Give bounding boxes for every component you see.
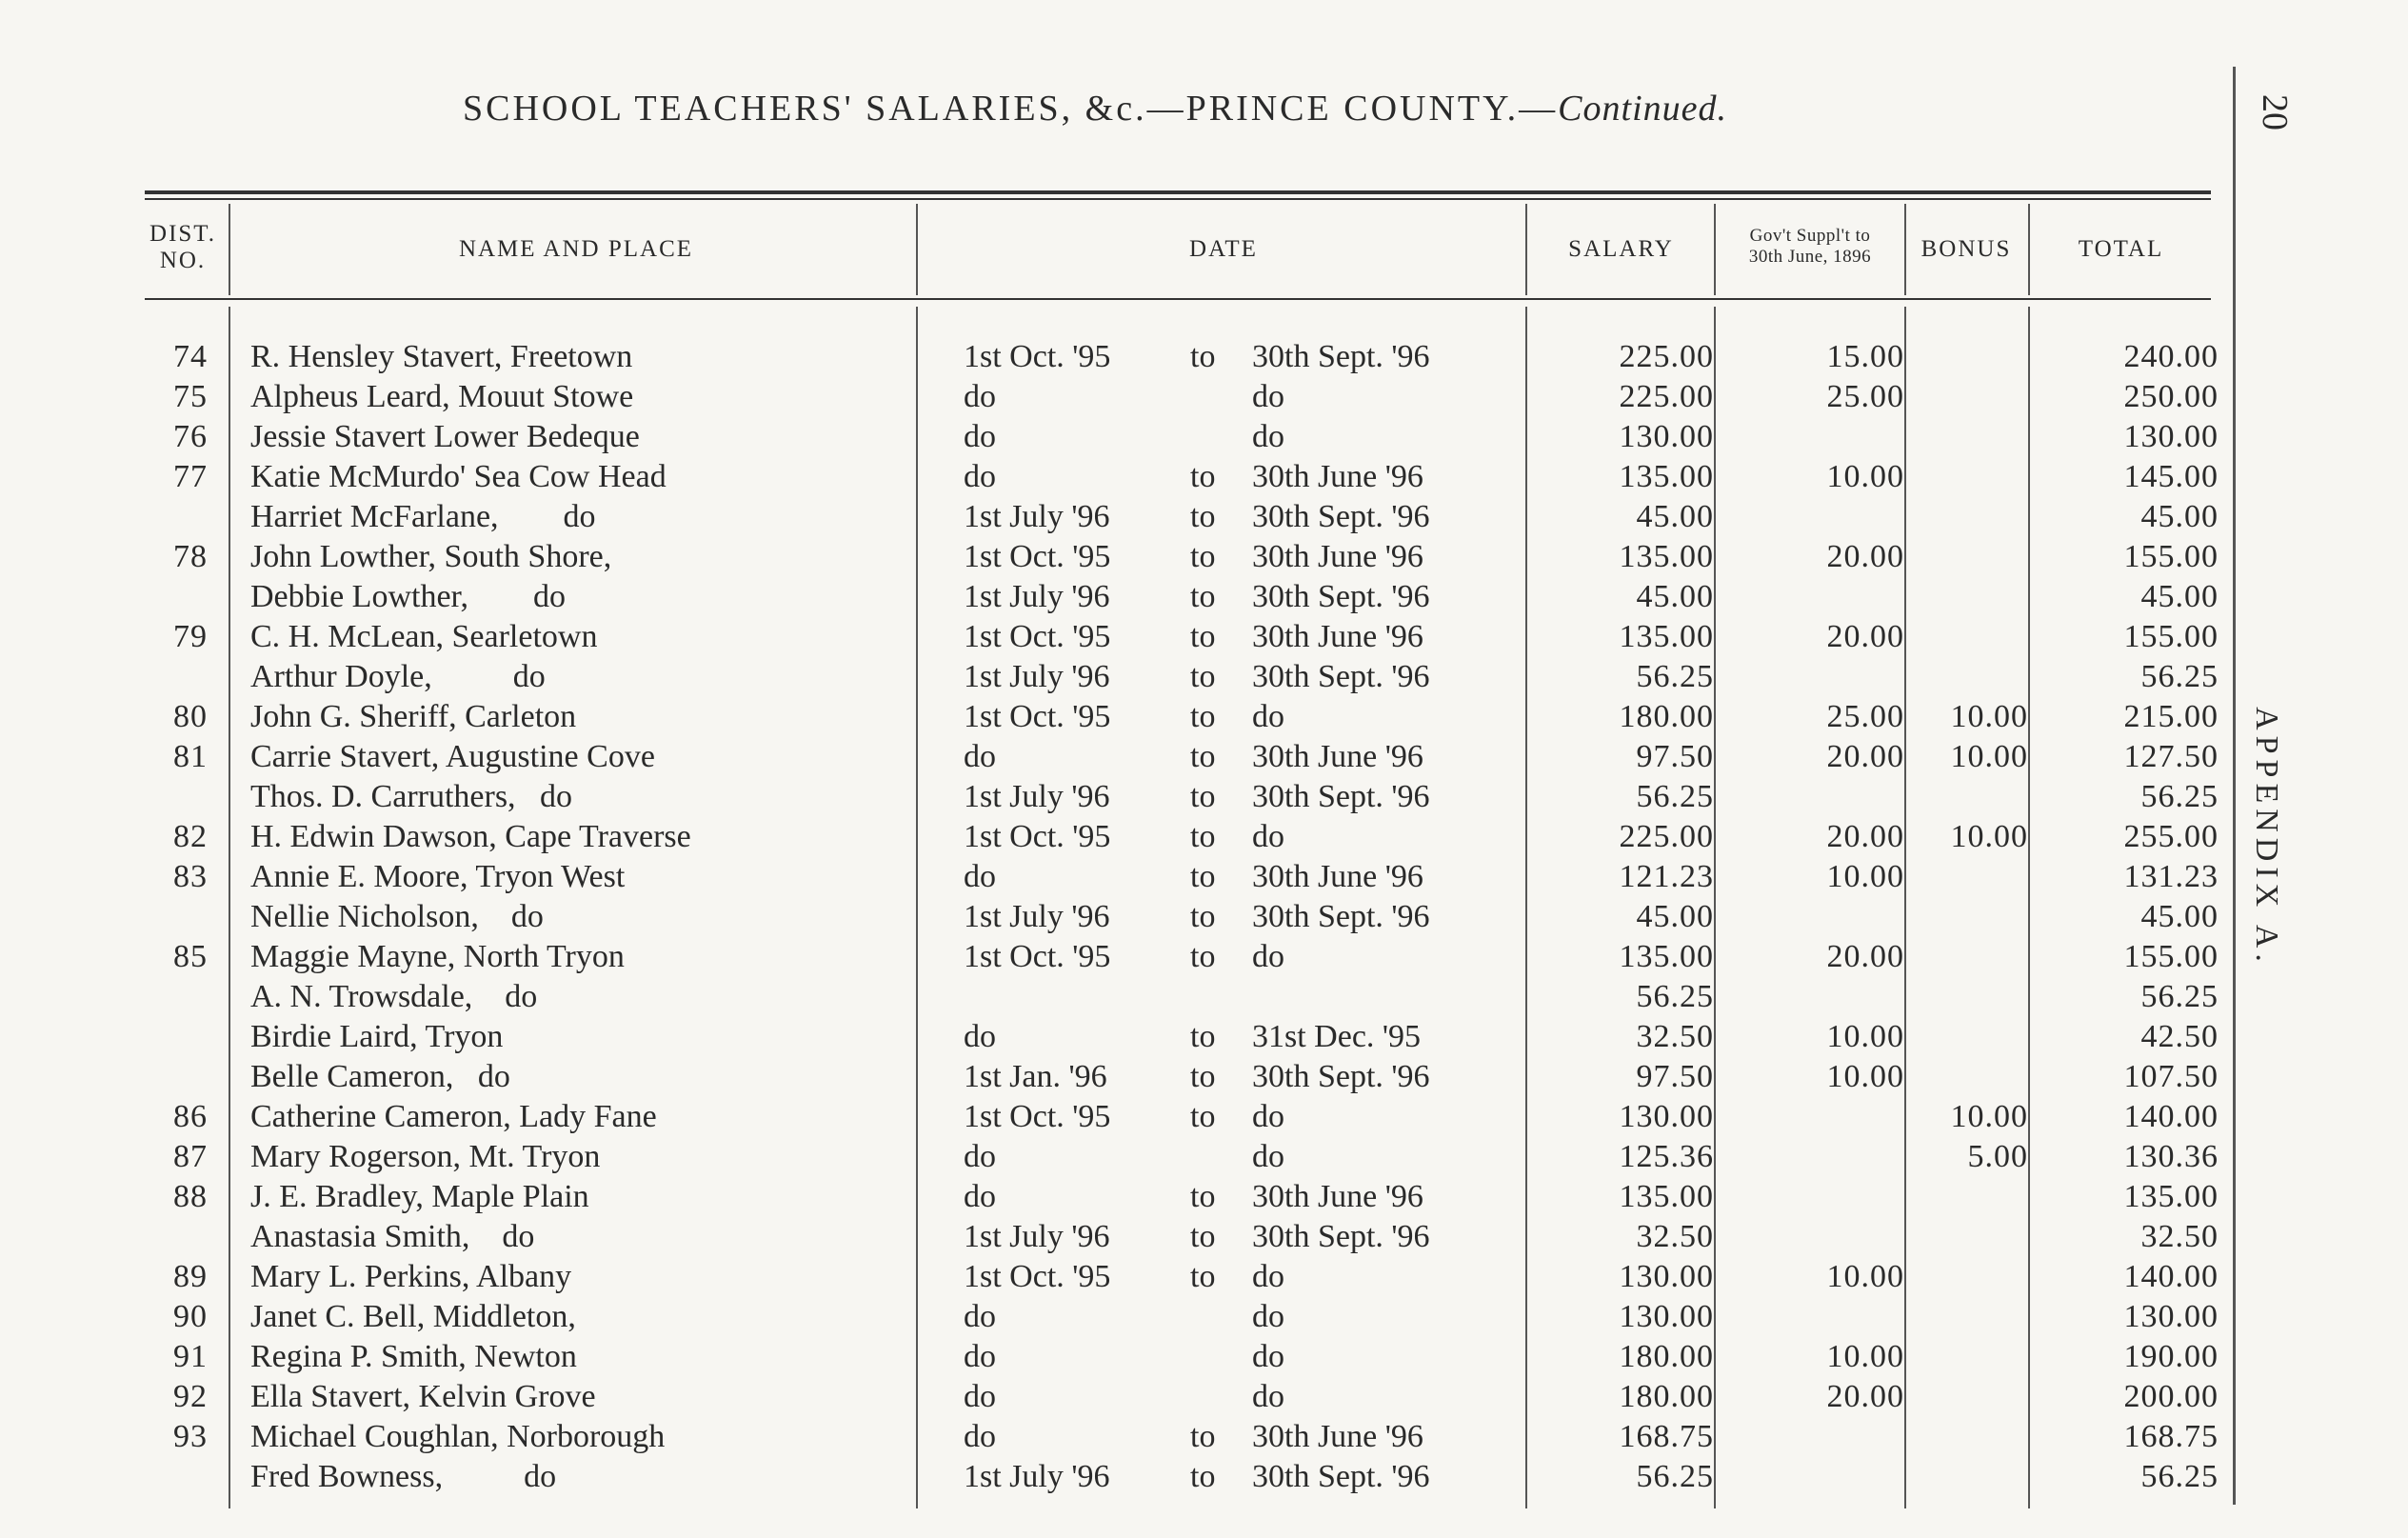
date-until-cell: do <box>1252 1299 1284 1334</box>
salary-cell: 225.00 <box>1619 339 1714 374</box>
total-cell: 130.00 <box>2123 419 2219 454</box>
col-header-total: TOTAL <box>2078 236 2164 262</box>
total-cell: 255.00 <box>2123 819 2219 854</box>
salary-cell: 135.00 <box>1619 539 1714 574</box>
date-until-cell: 30th Sept. '96 <box>1252 899 1430 934</box>
date-from-cell: do <box>964 1299 996 1334</box>
name-place-cell: J. E. Bradley, Maple Plain <box>250 1179 589 1214</box>
date-to-word: to <box>1190 1459 1216 1494</box>
dist-no-cell: 88 <box>173 1179 208 1214</box>
date-until-cell: do <box>1252 939 1284 974</box>
govt-suppl-cell: 10.00 <box>1826 459 1904 494</box>
govt-suppl-cell: 10.00 <box>1826 1019 1904 1054</box>
table-row <box>0 417 2218 457</box>
salary-cell: 130.00 <box>1619 1299 1714 1334</box>
dist-no-cell: 91 <box>173 1339 208 1374</box>
date-to-word: to <box>1190 1059 1216 1094</box>
total-cell: 155.00 <box>2123 939 2219 974</box>
name-place-cell: C. H. McLean, Searletown <box>250 619 598 654</box>
govt-suppl-cell: 20.00 <box>1826 819 1904 854</box>
total-cell: 130.36 <box>2123 1139 2219 1174</box>
govt-suppl-cell: 25.00 <box>1826 379 1904 414</box>
date-until-cell: 30th Sept. '96 <box>1252 339 1430 374</box>
header-divider <box>2028 204 2030 295</box>
date-to-word: to <box>1190 819 1216 854</box>
date-until-cell: do <box>1252 1139 1284 1174</box>
dist-no-cell: 74 <box>173 339 208 374</box>
date-until-cell: 30th June '96 <box>1252 539 1423 574</box>
header-divider <box>229 204 230 295</box>
col-header-name: NAME AND PLACE <box>458 236 694 262</box>
title-main: SCHOOL TEACHERS' SALARIES, &c.—PRINCE COUNTY.— <box>462 89 1559 129</box>
date-to-word: to <box>1190 499 1216 534</box>
dist-no-cell: 92 <box>173 1379 208 1414</box>
date-from-cell: do <box>964 1179 996 1214</box>
salary-cell: 56.25 <box>1636 979 1714 1014</box>
date-until-cell: 30th Sept. '96 <box>1252 579 1430 614</box>
name-place-cell: Maggie Mayne, North Tryon <box>250 939 625 974</box>
table-row <box>0 337 2218 377</box>
date-until-cell: 30th June '96 <box>1252 619 1423 654</box>
date-from-cell: do <box>964 1339 996 1374</box>
title-continued: Continued. <box>1558 89 1727 129</box>
date-from-cell: 1st Jan. '96 <box>964 1059 1107 1094</box>
total-cell: 56.25 <box>2140 1459 2219 1494</box>
name-place-cell: Jessie Stavert Lower Bedeque <box>250 419 640 454</box>
date-to-word: to <box>1190 1259 1216 1294</box>
salary-cell: 225.00 <box>1619 819 1714 854</box>
table-row <box>0 937 2218 977</box>
salary-cell: 180.00 <box>1619 1379 1714 1414</box>
date-from-cell: 1st Oct. '95 <box>964 1099 1111 1134</box>
table-row <box>0 497 2218 537</box>
salary-cell: 130.00 <box>1619 1259 1714 1294</box>
date-to-word: to <box>1190 1179 1216 1214</box>
date-until-cell: 30th June '96 <box>1252 1179 1423 1214</box>
header-divider <box>1904 204 1906 295</box>
table-row <box>0 1337 2218 1377</box>
date-until-cell: 30th Sept. '96 <box>1252 499 1430 534</box>
total-cell: 107.50 <box>2123 1059 2219 1094</box>
table-row <box>0 1177 2218 1217</box>
date-to-word: to <box>1190 939 1216 974</box>
date-from-cell: 1st Oct. '95 <box>964 619 1111 654</box>
table-row <box>0 1257 2218 1297</box>
header-bottom-rule <box>145 298 2211 300</box>
total-cell: 32.50 <box>2140 1219 2219 1254</box>
govt-suppl-cell: 20.00 <box>1826 1379 1904 1414</box>
total-cell: 200.00 <box>2123 1379 2219 1414</box>
table-row <box>0 1377 2218 1417</box>
salary-cell: 32.50 <box>1636 1019 1714 1054</box>
margin-rule <box>2233 67 2236 1505</box>
date-to-word: to <box>1190 779 1216 814</box>
salary-cell: 135.00 <box>1619 459 1714 494</box>
salary-cell: 168.75 <box>1619 1419 1714 1454</box>
total-cell: 45.00 <box>2140 499 2219 534</box>
name-place-cell: Mary Rogerson, Mt. Tryon <box>250 1139 601 1174</box>
total-cell: 56.25 <box>2140 659 2219 694</box>
salary-cell: 180.00 <box>1619 1339 1714 1374</box>
salary-cell: 135.00 <box>1619 619 1714 654</box>
dist-no-cell: 76 <box>173 419 208 454</box>
date-to-word: to <box>1190 859 1216 894</box>
dist-no-cell: 78 <box>173 539 208 574</box>
date-until-cell: do <box>1252 1379 1284 1414</box>
salary-cell: 125.36 <box>1619 1139 1714 1174</box>
date-until-cell: 31st Dec. '95 <box>1252 1019 1422 1054</box>
date-to-word: to <box>1190 579 1216 614</box>
total-cell: 140.00 <box>2123 1099 2219 1134</box>
table-row <box>0 1417 2218 1457</box>
appendix-label: APPENDIX A. <box>2249 707 2284 968</box>
date-until-cell: 30th June '96 <box>1252 739 1423 774</box>
bonus-cell: 5.00 <box>1967 1139 2028 1174</box>
header-divider <box>1525 204 1527 295</box>
salary-cell: 32.50 <box>1636 1219 1714 1254</box>
date-until-cell: 30th Sept. '96 <box>1252 779 1430 814</box>
table-row <box>0 1097 2218 1137</box>
date-to-word: to <box>1190 739 1216 774</box>
table-row <box>0 617 2218 657</box>
salary-cell: 56.25 <box>1636 1459 1714 1494</box>
total-cell: 140.00 <box>2123 1259 2219 1294</box>
table-row <box>0 777 2218 817</box>
name-place-cell: Ella Stavert, Kelvin Grove <box>250 1379 596 1414</box>
salary-cell: 56.25 <box>1636 779 1714 814</box>
name-place-cell: Birdie Laird, Tryon <box>250 1019 504 1054</box>
dist-no-cell: 82 <box>173 819 208 854</box>
name-place-cell: Belle Cameron, do <box>250 1059 510 1094</box>
col-header-govt-suppl <box>1716 226 1904 268</box>
header-divider <box>916 204 918 295</box>
name-place-cell: H. Edwin Dawson, Cape Traverse <box>250 819 691 854</box>
salary-cell: 130.00 <box>1619 1099 1714 1134</box>
govt-suppl-cell: 20.00 <box>1826 739 1904 774</box>
date-until-cell: 30th June '96 <box>1252 1419 1423 1454</box>
table-row <box>0 1457 2218 1497</box>
col-header-govt-line2: 30th June, 1896 <box>1748 247 1872 267</box>
table-row <box>0 457 2218 497</box>
govt-suppl-cell: 20.00 <box>1826 539 1904 574</box>
total-cell: 155.00 <box>2123 539 2219 574</box>
col-header-date: DATE <box>1189 236 1258 262</box>
salary-cell: 130.00 <box>1619 419 1714 454</box>
salary-cell: 45.00 <box>1636 499 1714 534</box>
dist-no-cell: 90 <box>173 1299 208 1334</box>
name-place-cell: Thos. D. Carruthers, do <box>250 779 573 814</box>
table-row <box>0 697 2218 737</box>
page-number: 20 <box>2255 94 2295 130</box>
page-title <box>143 88 2047 130</box>
date-until-cell: do <box>1252 1259 1284 1294</box>
date-until-cell: 30th Sept. '96 <box>1252 1059 1430 1094</box>
total-cell: 130.00 <box>2123 1299 2219 1334</box>
col-header-dist <box>145 221 221 274</box>
date-from-cell: 1st Oct. '95 <box>964 539 1111 574</box>
table-row <box>0 857 2218 897</box>
date-from-cell: 1st July '96 <box>964 579 1110 614</box>
date-until-cell: do <box>1252 1339 1284 1374</box>
dist-no-cell: 85 <box>173 939 208 974</box>
dist-no-cell: 86 <box>173 1099 208 1134</box>
date-from-cell: do <box>964 1139 996 1174</box>
name-place-cell: A. N. Trowsdale, do <box>250 979 538 1014</box>
salary-cell: 135.00 <box>1619 939 1714 974</box>
govt-suppl-cell: 10.00 <box>1826 859 1904 894</box>
total-cell: 145.00 <box>2123 459 2219 494</box>
name-place-cell: John Lowther, South Shore, <box>250 539 612 574</box>
total-cell: 131.23 <box>2123 859 2219 894</box>
date-until-cell: 30th June '96 <box>1252 859 1423 894</box>
govt-suppl-cell: 10.00 <box>1826 1339 1904 1374</box>
total-cell: 45.00 <box>2140 899 2219 934</box>
date-to-word: to <box>1190 1019 1216 1054</box>
name-place-cell: Alpheus Leard, Mouut Stowe <box>250 379 634 414</box>
table-row <box>0 377 2218 417</box>
col-header-dist-line2: NO. <box>159 248 207 273</box>
col-header-bonus: BONUS <box>1920 236 2012 262</box>
date-to-word: to <box>1190 539 1216 574</box>
table-row <box>0 817 2218 857</box>
total-cell: 155.00 <box>2123 619 2219 654</box>
total-cell: 240.00 <box>2123 339 2219 374</box>
total-cell: 127.50 <box>2123 739 2219 774</box>
date-to-word: to <box>1190 619 1216 654</box>
total-cell: 135.00 <box>2123 1179 2219 1214</box>
total-cell: 190.00 <box>2123 1339 2219 1374</box>
salary-cell: 97.50 <box>1636 739 1714 774</box>
total-cell: 56.25 <box>2140 779 2219 814</box>
govt-suppl-cell: 20.00 <box>1826 619 1904 654</box>
dist-no-cell: 83 <box>173 859 208 894</box>
col-header-salary: SALARY <box>1568 236 1674 262</box>
date-to-word: to <box>1190 339 1216 374</box>
name-place-cell: Harriet McFarlane, do <box>250 499 596 534</box>
table-row <box>0 1057 2218 1097</box>
bonus-cell: 10.00 <box>1950 1099 2028 1134</box>
dist-no-cell: 75 <box>173 379 208 414</box>
date-from-cell: do <box>964 459 996 494</box>
salary-cell: 135.00 <box>1619 1179 1714 1214</box>
date-to-word: to <box>1190 899 1216 934</box>
dist-no-cell: 80 <box>173 699 208 734</box>
govt-suppl-cell: 15.00 <box>1826 339 1904 374</box>
date-to-word: to <box>1190 459 1216 494</box>
date-from-cell: 1st July '96 <box>964 1219 1110 1254</box>
date-until-cell: do <box>1252 379 1284 414</box>
salary-cell: 45.00 <box>1636 899 1714 934</box>
total-cell: 250.00 <box>2123 379 2219 414</box>
name-place-cell: Debbie Lowther, do <box>250 579 567 614</box>
name-place-cell: Arthur Doyle, do <box>250 659 546 694</box>
date-until-cell: do <box>1252 1099 1284 1134</box>
table-row <box>0 897 2218 937</box>
dist-no-cell: 79 <box>173 619 208 654</box>
name-place-cell: Michael Coughlan, Norborough <box>250 1419 666 1454</box>
govt-suppl-cell: 25.00 <box>1826 699 1904 734</box>
date-from-cell: 1st July '96 <box>964 779 1110 814</box>
date-from-cell: 1st Oct. '95 <box>964 699 1111 734</box>
name-place-cell: Nellie Nicholson, do <box>250 899 544 934</box>
salary-cell: 97.50 <box>1636 1059 1714 1094</box>
name-place-cell: Carrie Stavert, Augustine Cove <box>250 739 655 774</box>
header-top-rule <box>145 190 2211 194</box>
table-row <box>0 1297 2218 1337</box>
salary-cell: 180.00 <box>1619 699 1714 734</box>
salary-cell: 45.00 <box>1636 579 1714 614</box>
date-from-cell: 1st Oct. '95 <box>964 819 1111 854</box>
table-row <box>0 1137 2218 1177</box>
date-from-cell: do <box>964 1379 996 1414</box>
dist-no-cell: 77 <box>173 459 208 494</box>
date-from-cell: 1st July '96 <box>964 1459 1110 1494</box>
date-until-cell: 30th Sept. '96 <box>1252 1459 1430 1494</box>
name-place-cell: Katie McMurdo' Sea Cow Head <box>250 459 667 494</box>
date-until-cell: do <box>1252 419 1284 454</box>
date-to-word: to <box>1190 659 1216 694</box>
table-row <box>0 1217 2218 1257</box>
bonus-cell: 10.00 <box>1950 739 2028 774</box>
header-top-rule-thin <box>145 198 2211 200</box>
dist-no-cell: 93 <box>173 1419 208 1454</box>
salary-cell: 56.25 <box>1636 659 1714 694</box>
header-divider <box>1714 204 1716 295</box>
date-to-word: to <box>1190 1219 1216 1254</box>
table-row <box>0 737 2218 777</box>
dist-no-cell: 87 <box>173 1139 208 1174</box>
total-cell: 42.50 <box>2140 1019 2219 1054</box>
dist-no-cell: 89 <box>173 1259 208 1294</box>
col-header-govt-line1: Gov't Suppl't to <box>1749 226 1871 246</box>
name-place-cell: Janet C. Bell, Middleton, <box>250 1299 576 1334</box>
name-place-cell: Mary L. Perkins, Albany <box>250 1259 572 1294</box>
name-place-cell: Catherine Cameron, Lady Fane <box>250 1099 657 1134</box>
name-place-cell: R. Hensley Stavert, Freetown <box>250 339 633 374</box>
date-from-cell: 1st July '96 <box>964 499 1110 534</box>
govt-suppl-cell: 20.00 <box>1826 939 1904 974</box>
table-row <box>0 657 2218 697</box>
date-from-cell: do <box>964 379 996 414</box>
bonus-cell: 10.00 <box>1950 699 2028 734</box>
govt-suppl-cell: 10.00 <box>1826 1259 1904 1294</box>
date-until-cell: 30th Sept. '96 <box>1252 1219 1430 1254</box>
dist-no-cell: 81 <box>173 739 208 774</box>
name-place-cell: Annie E. Moore, Tryon West <box>250 859 626 894</box>
date-from-cell: 1st Oct. '95 <box>964 1259 1111 1294</box>
date-until-cell: do <box>1252 699 1284 734</box>
date-to-word: to <box>1190 699 1216 734</box>
date-from-cell: 1st Oct. '95 <box>964 339 1111 374</box>
date-to-word: to <box>1190 1419 1216 1454</box>
total-cell: 56.25 <box>2140 979 2219 1014</box>
date-from-cell: 1st July '96 <box>964 899 1110 934</box>
date-to-word: to <box>1190 1099 1216 1134</box>
name-place-cell: Anastasia Smith, do <box>250 1219 535 1254</box>
date-until-cell: 30th Sept. '96 <box>1252 659 1430 694</box>
name-place-cell: John G. Sheriff, Carleton <box>250 699 577 734</box>
table-row <box>0 537 2218 577</box>
salary-cell: 121.23 <box>1619 859 1714 894</box>
date-until-cell: do <box>1252 819 1284 854</box>
salary-cell: 225.00 <box>1619 379 1714 414</box>
date-from-cell: do <box>964 739 996 774</box>
date-until-cell: 30th June '96 <box>1252 459 1423 494</box>
date-from-cell: do <box>964 859 996 894</box>
name-place-cell: Fred Bowness, do <box>250 1459 557 1494</box>
table-row <box>0 1017 2218 1057</box>
total-cell: 45.00 <box>2140 579 2219 614</box>
name-place-cell: Regina P. Smith, Newton <box>250 1339 577 1374</box>
date-from-cell: do <box>964 1419 996 1454</box>
col-header-dist-line1: DIST. <box>149 221 216 247</box>
table-row <box>0 577 2218 617</box>
date-from-cell: do <box>964 419 996 454</box>
total-cell: 215.00 <box>2123 699 2219 734</box>
table-row <box>0 977 2218 1017</box>
date-from-cell: 1st Oct. '95 <box>964 939 1111 974</box>
govt-suppl-cell: 10.00 <box>1826 1059 1904 1094</box>
bonus-cell: 10.00 <box>1950 819 2028 854</box>
date-from-cell: 1st July '96 <box>964 659 1110 694</box>
date-from-cell: do <box>964 1019 996 1054</box>
total-cell: 168.75 <box>2123 1419 2219 1454</box>
